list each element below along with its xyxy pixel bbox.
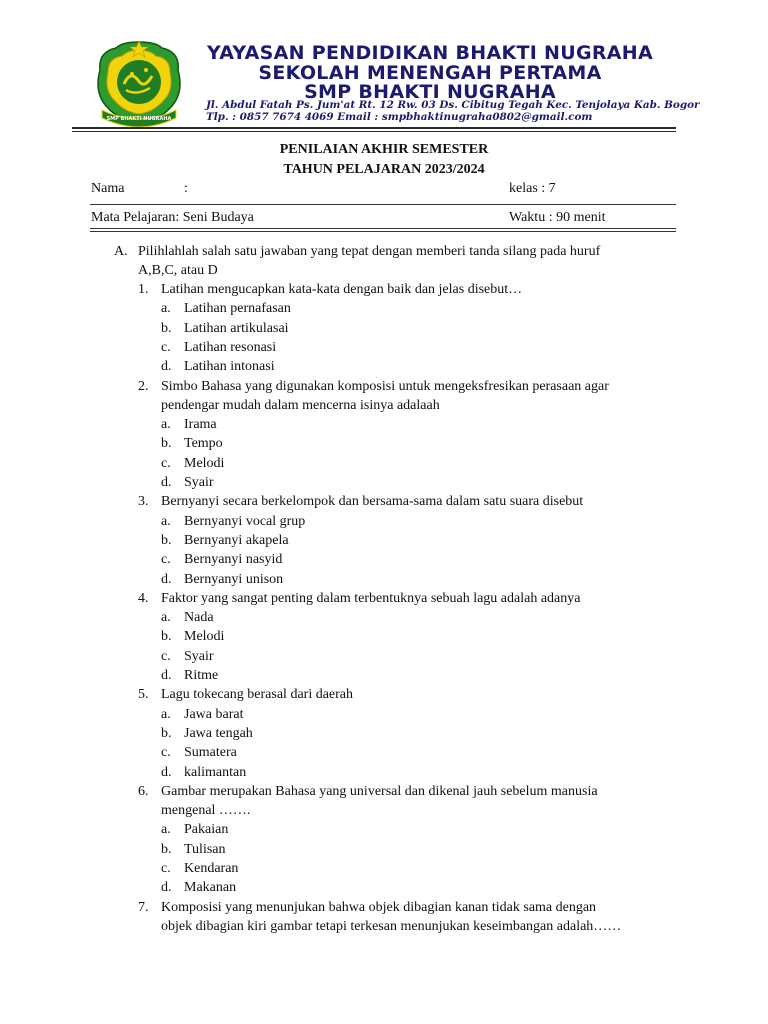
option-text: Tempo xyxy=(184,436,223,452)
option-text: Latihan intonasi xyxy=(184,359,275,375)
option-letter: d. xyxy=(161,764,172,780)
question-number: 6. xyxy=(138,783,149,799)
question-text: Komposisi yang menunjukan bahwa objek dibagian kanan tidak sama dengan xyxy=(161,899,597,915)
option-letter: a. xyxy=(161,513,171,529)
option-letter: d. xyxy=(161,668,172,683)
option-letter: d. xyxy=(161,571,172,587)
exam-year: TAHUN PELAJARAN 2023/2024 xyxy=(283,162,485,177)
option-letter: b. xyxy=(161,320,172,336)
option-letter: c. xyxy=(161,455,171,471)
option-text: Latihan artikulasai xyxy=(184,320,289,336)
option-text: Kendaran xyxy=(184,861,239,876)
option-letter: d. xyxy=(161,475,172,490)
logo-ribbon-text: SMP BHAKTI NUGRAHA xyxy=(106,116,172,122)
option-letter: c. xyxy=(161,861,171,876)
info-divider-bottom xyxy=(90,228,676,229)
option-letter: c. xyxy=(161,648,171,664)
nama-colon: : xyxy=(184,181,188,196)
option-text: Jawa tengah xyxy=(184,725,253,741)
option-text: Pakaian xyxy=(184,822,229,838)
option-letter: b. xyxy=(161,841,172,857)
option-letter: d. xyxy=(161,359,172,375)
option-text: kalimantan xyxy=(184,764,247,780)
option-letter: a. xyxy=(161,706,171,722)
question-text: Gambar merupakan Bahasa yang universal dan dikenal jauh sebelum manusia xyxy=(161,783,598,799)
option-text: Bernyanyi akapela xyxy=(184,532,289,548)
question-number: 3. xyxy=(138,494,149,510)
option-letter: a. xyxy=(161,301,171,317)
question-number: 7. xyxy=(138,899,149,915)
option-text: Makanan xyxy=(184,880,237,896)
mata-pelajaran-field: Mata Pelajaran: Seni Budaya xyxy=(91,210,254,225)
option-letter: c. xyxy=(161,552,171,568)
kelas-field: kelas : 7 xyxy=(509,181,556,196)
option-text: Jawa barat xyxy=(184,706,244,722)
question-text: Latihan mengucapkan kata-kata dengan baik dan jelas disebut… xyxy=(161,282,523,297)
option-text: Syair xyxy=(184,648,214,664)
option-text: Bernyanyi vocal grup xyxy=(184,513,306,529)
option-letter: b. xyxy=(161,436,172,452)
option-text: Bernyanyi unison xyxy=(184,571,284,587)
school-logo xyxy=(92,40,186,130)
question-text: Bernyanyi secara berkelompok dan bersama-sama dalam satu suara disebut xyxy=(161,494,584,510)
school-type: SEKOLAH MENENGAH PERTAMA xyxy=(258,62,602,84)
info-divider-bottom-2 xyxy=(90,231,676,232)
option-letter: a. xyxy=(161,822,171,838)
nama-label: Nama xyxy=(91,181,125,196)
question-number: 1. xyxy=(138,282,149,297)
question-number: 4. xyxy=(138,590,149,606)
option-text: Latihan resonasi xyxy=(184,339,277,355)
section-a-instruction-cont: A,B,C, atau D xyxy=(138,263,218,278)
letterhead-divider-thin xyxy=(72,131,676,132)
section-a-marker: A. xyxy=(114,244,128,259)
letterhead xyxy=(0,0,768,132)
option-letter: c. xyxy=(161,745,171,761)
question-text: Faktor yang sangat penting dalam terbentuknya sebuah lagu adalah adanya xyxy=(161,590,581,606)
option-letter: c. xyxy=(161,339,171,355)
question-text: Simbo Bahasa yang digunakan komposisi untuk mengeksfresikan perasaan agar xyxy=(161,378,609,394)
option-text: Latihan pernafasan xyxy=(184,301,291,317)
option-letter: a. xyxy=(161,417,171,433)
school-name: SMP BHAKTI NUGRAHA xyxy=(304,81,556,103)
question-text: mengenal ……. xyxy=(161,803,251,819)
option-text: Sumatera xyxy=(184,745,237,761)
section-a-instruction: Pilihlahlah salah satu jawaban yang tepat dengan memberi tanda silang pada huruf xyxy=(138,244,601,259)
option-text: Syair xyxy=(184,475,214,490)
question-number: 2. xyxy=(138,378,149,394)
question-text: objek dibagian kiri gambar tetapi terkesan menunjukan keseimbangan adalah…… xyxy=(161,918,622,934)
option-text: Melodi xyxy=(184,629,225,645)
question-number: 5. xyxy=(138,687,149,703)
option-text: Irama xyxy=(184,417,217,433)
school-contact: Tlp. : 0857 7674 4069 Email : smpbhaktinugraha0802@gmail.com xyxy=(206,111,593,123)
question-text: pendengar mudah dalam mencerna isinya adalaah xyxy=(161,397,440,413)
option-text: Tulisan xyxy=(184,841,226,857)
foundation-name: YAYASAN PENDIDIKAN BHAKTI NUGRAHA xyxy=(206,42,654,64)
letterhead-divider xyxy=(72,127,676,129)
option-text: Ritme xyxy=(184,668,219,683)
option-letter: b. xyxy=(161,629,172,645)
option-letter: b. xyxy=(161,725,172,741)
option-text: Bernyanyi nasyid xyxy=(184,552,283,568)
info-divider xyxy=(90,204,676,205)
option-letter: d. xyxy=(161,880,172,896)
waktu-field: Waktu : 90 menit xyxy=(509,210,606,225)
option-text: Nada xyxy=(184,610,214,626)
question-text: Lagu tokecang berasal dari daerah xyxy=(161,687,354,703)
option-letter: a. xyxy=(161,610,171,626)
school-address: Jl. Abdul Fatah Ps. Jum'at Rt. 12 Rw. 03 Ds. Cibitug Tegah Kec. Tenjolaya Kab. Bogor xyxy=(206,99,700,111)
exam-title: PENILAIAN AKHIR SEMESTER xyxy=(279,142,489,157)
option-letter: b. xyxy=(161,532,172,548)
option-text: Melodi xyxy=(184,455,225,471)
